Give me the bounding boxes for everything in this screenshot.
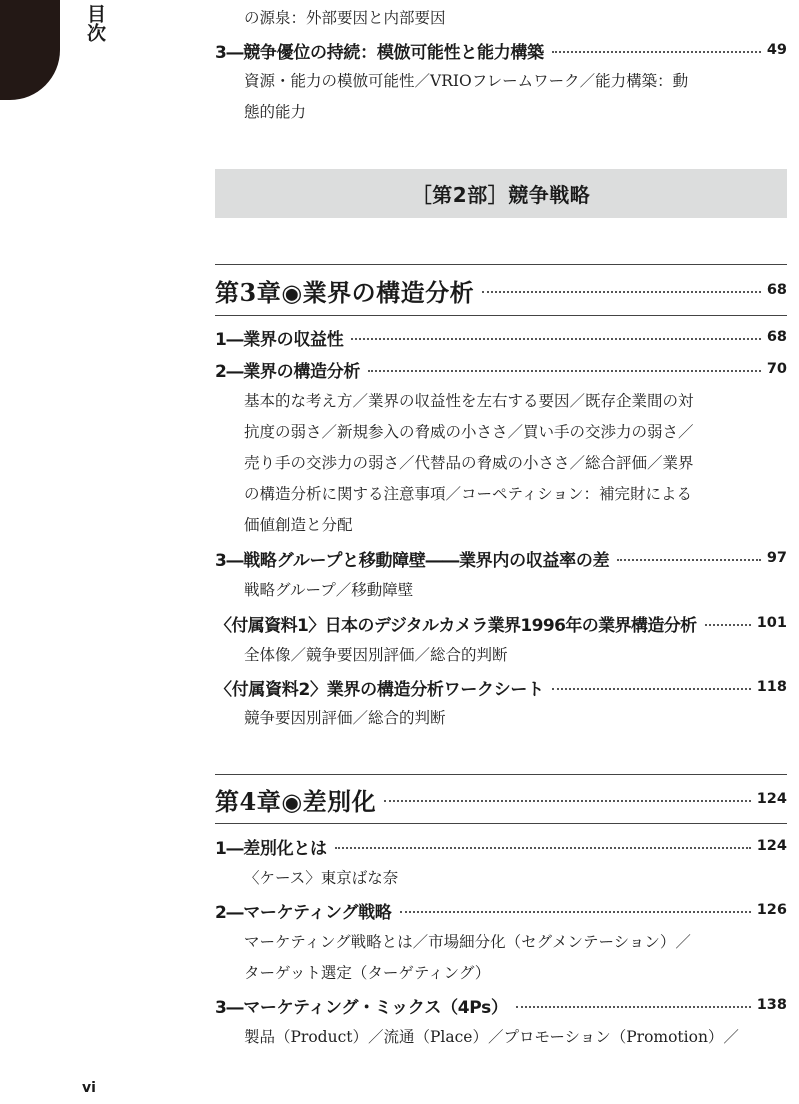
toc-entry[interactable] <box>215 608 787 638</box>
subtopic-line: 競争要因別評価／総合的判断 <box>244 709 446 727</box>
subtopic-line: 価値創造と分配 <box>244 516 353 534</box>
subtopic-line: マーケティング戦略とは／市場細分化（セグメンテーション）／ <box>244 933 691 951</box>
toc-subtopics <box>244 703 744 734</box>
chapter-tab <box>0 0 60 100</box>
chapter-rule-bottom <box>215 823 787 824</box>
toc-entry[interactable] <box>215 895 787 925</box>
toc-entry[interactable] <box>215 543 787 573</box>
subtopic-line: 製品（Product）／流通（Place）／プロモーション（Promotion）／ <box>244 1028 739 1046</box>
toc-subtopics <box>244 3 744 34</box>
entry-page: 126 <box>756 902 787 918</box>
subtopic-line: 基本的な考え方／業界の収益性を左右する要因／既存企業間の対 <box>244 392 694 410</box>
toc-subtopics <box>244 927 744 989</box>
toc-entry[interactable] <box>215 354 787 384</box>
chapter-rule-top <box>215 774 787 775</box>
subtopic-line: ターゲット選定（ターゲティング） <box>244 964 491 982</box>
toc-entry[interactable] <box>215 35 787 65</box>
toc-subtopics <box>244 575 744 606</box>
leader-dots <box>552 51 761 53</box>
leader-dots <box>482 291 761 293</box>
leader-dots <box>335 847 751 849</box>
entry-page: 101 <box>756 615 787 631</box>
chapter-heading[interactable] <box>215 273 787 307</box>
subtopic-line: 〈ケース〉東京ばな奈 <box>244 869 399 887</box>
entry-title: 1―差別化とは <box>215 838 327 859</box>
entry-title: 3―戦略グループと移動障壁――業界内の収益率の差 <box>215 550 610 571</box>
subtopic-line: 売り手の交渉力の弱さ／代替品の脅威の小ささ／総合評価／業界 <box>244 454 694 472</box>
chapter-rule-bottom <box>215 315 787 316</box>
leader-dots <box>368 370 761 372</box>
toc-subtopics <box>244 863 744 894</box>
entry-title: 1―業界の収益性 <box>215 329 344 350</box>
leader-dots <box>516 1006 751 1008</box>
toc-entry[interactable] <box>215 322 787 352</box>
page-number: vi <box>82 1080 96 1096</box>
part-heading: ［第2部］競争戦略 <box>215 169 787 218</box>
entry-title: 2―マーケティング戦略 <box>215 902 392 923</box>
subtopic-line: の構造分析に関する注意事項／コーペティション：補完財による <box>244 485 692 503</box>
entry-page: 138 <box>756 997 787 1013</box>
leader-dots <box>351 338 760 340</box>
leader-dots <box>617 559 761 561</box>
toc-subtopics <box>244 386 744 541</box>
subtopic-line: の源泉：外部要因と内部要因 <box>244 9 446 27</box>
toc-subtopics <box>244 640 744 671</box>
toc-side-label: 目次 <box>84 4 106 42</box>
subtopic-line: 態的能力 <box>244 103 307 121</box>
toc-entry[interactable] <box>215 831 787 861</box>
entry-page: 118 <box>756 679 787 695</box>
entry-title: 〈付属資料2〉業界の構造分析ワークシート <box>215 679 544 700</box>
toc-subtopics <box>244 66 744 128</box>
subtopic-line: 戦略グループ／移動障壁 <box>244 581 414 599</box>
leader-dots <box>384 800 751 802</box>
entry-page: 97 <box>766 550 787 566</box>
entry-page: 124 <box>756 838 787 854</box>
entry-title: 3―マーケティング・ミックス（4Ps） <box>215 997 508 1018</box>
subtopic-line: 抗度の弱さ／新規参入の脅威の小ささ／買い手の交渉力の弱さ／ <box>244 423 694 441</box>
toc-entry[interactable] <box>215 672 787 702</box>
entry-page: 68 <box>766 329 787 345</box>
toc-subtopics <box>244 1022 744 1053</box>
chapter-heading[interactable] <box>215 782 787 816</box>
subtopic-line: 全体像／競争要因別評価／総合的判断 <box>244 646 508 664</box>
entry-page: 124 <box>756 791 787 807</box>
entry-title: 3―競争優位の持続：模倣可能性と能力構築 <box>215 42 544 63</box>
entry-page: 49 <box>766 42 787 58</box>
toc-entry[interactable] <box>215 990 787 1020</box>
entry-page: 68 <box>766 282 787 298</box>
leader-dots <box>552 688 751 690</box>
entry-title: 〈付属資料1〉日本のデジタルカメラ業界1996年の業界構造分析 <box>215 615 697 636</box>
leader-dots <box>705 624 751 626</box>
entry-page: 70 <box>766 361 787 377</box>
subtopic-line: 資源・能力の模倣可能性／VRIOフレームワーク／能力構築：動 <box>244 72 689 90</box>
chapter-title: 第4章◉差別化 <box>215 786 377 816</box>
leader-dots <box>400 911 751 913</box>
chapter-rule-top <box>215 264 787 265</box>
entry-title: 2―業界の構造分析 <box>215 361 361 382</box>
chapter-title: 第3章◉業界の構造分析 <box>215 277 475 307</box>
